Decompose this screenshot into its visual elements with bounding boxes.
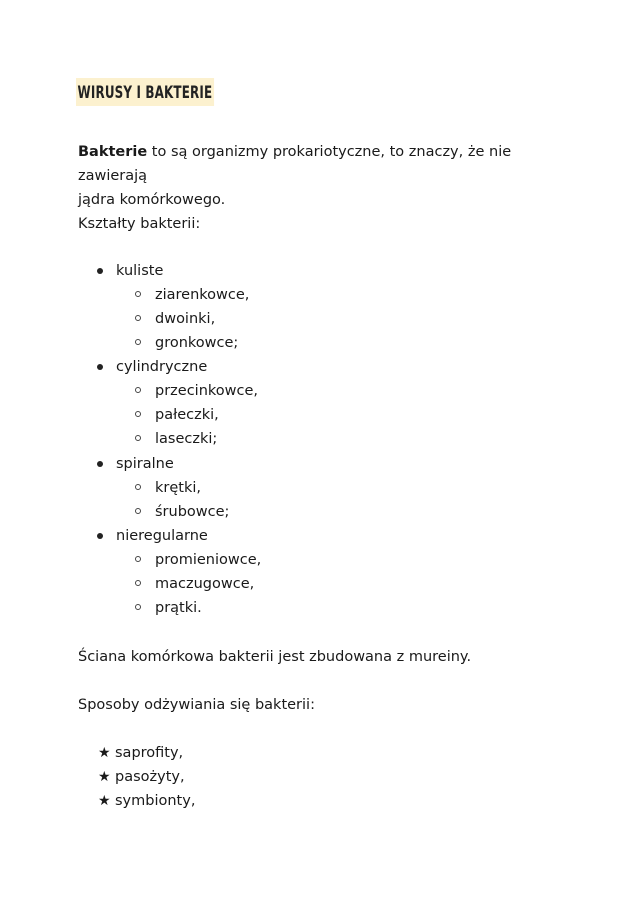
sub-item-label: przecinkowce, — [155, 383, 259, 399]
nutrition-item — [98, 741, 183, 765]
shape-label: cylindryczne — [116, 359, 208, 375]
sub-item — [155, 427, 217, 451]
sub-item — [155, 572, 254, 596]
sub-item — [155, 307, 215, 331]
sub-item — [155, 331, 238, 355]
bullet-circle-icon — [135, 556, 141, 562]
sub-item-label: śrubowce; — [155, 504, 230, 520]
bullet-dot-icon — [97, 461, 103, 467]
shape-item-nieregularne — [116, 524, 208, 548]
sub-item — [155, 596, 202, 620]
sub-item — [155, 500, 229, 524]
nutrition-item — [98, 789, 195, 813]
cell-wall-sentence: Ściana komórkowa bakterii jest zbudowana z mureiny. — [78, 649, 472, 665]
sub-item-label: dwoinki, — [155, 311, 216, 327]
shape-item-cylindryczne — [116, 355, 207, 379]
bullet-circle-icon — [135, 411, 141, 417]
shape-item-spiralne — [116, 452, 174, 476]
sub-item-label: pałeczki, — [155, 407, 219, 423]
sub-item-label: ziarenkowce, — [155, 287, 250, 303]
star-icon: ★ — [98, 793, 111, 809]
nutrition-label: saprofity, — [115, 745, 184, 761]
nutrition-item — [98, 765, 185, 789]
sub-item-label: laseczki; — [155, 431, 218, 447]
bullet-circle-icon — [135, 291, 141, 297]
bullet-circle-icon — [135, 484, 141, 490]
nutrition-heading: Sposoby odżywiania się bakterii: — [78, 697, 315, 713]
sub-item — [155, 476, 201, 500]
bullet-circle-icon — [135, 339, 141, 345]
shape-label: kuliste — [116, 263, 164, 279]
page-title: WIRUSY I BAKTERIE — [76, 78, 214, 106]
sub-item-label: krętki, — [155, 480, 201, 496]
bullet-dot-icon — [97, 268, 103, 274]
star-icon: ★ — [98, 769, 111, 785]
sub-item — [155, 379, 258, 403]
star-icon: ★ — [98, 745, 111, 761]
sub-item — [155, 403, 219, 427]
bullet-dot-icon — [97, 364, 103, 370]
sub-item — [155, 283, 249, 307]
sub-item — [155, 548, 261, 572]
intro-line2: jądra komórkowego. — [78, 192, 226, 208]
bullet-circle-icon — [135, 508, 141, 514]
shape-label: spiralne — [116, 456, 174, 472]
sub-item-label: maczugowce, — [155, 576, 255, 592]
bullet-circle-icon — [135, 604, 141, 610]
nutrition-label: symbionty, — [115, 793, 196, 809]
nutrition-label: pasożyty, — [115, 769, 185, 785]
bullet-dot-icon — [97, 533, 103, 539]
bullet-circle-icon — [135, 315, 141, 321]
bullet-circle-icon — [135, 580, 141, 586]
shapes-heading: Kształty bakterii: — [78, 216, 201, 232]
shape-item-kuliste — [116, 259, 163, 283]
intro-paragraph — [78, 140, 578, 212]
intro-bold-term: Bakterie — [78, 144, 148, 160]
shape-label: nieregularne — [116, 528, 208, 544]
bullet-circle-icon — [135, 435, 141, 441]
bullet-circle-icon — [135, 387, 141, 393]
sub-item-label: gronkowce; — [155, 335, 239, 351]
intro-line1: to są organizmy prokariotyczne, to znaczy, że nie zawierają — [78, 144, 512, 184]
sub-item-label: prątki. — [155, 600, 202, 616]
sub-item-label: promieniowce, — [155, 552, 262, 568]
